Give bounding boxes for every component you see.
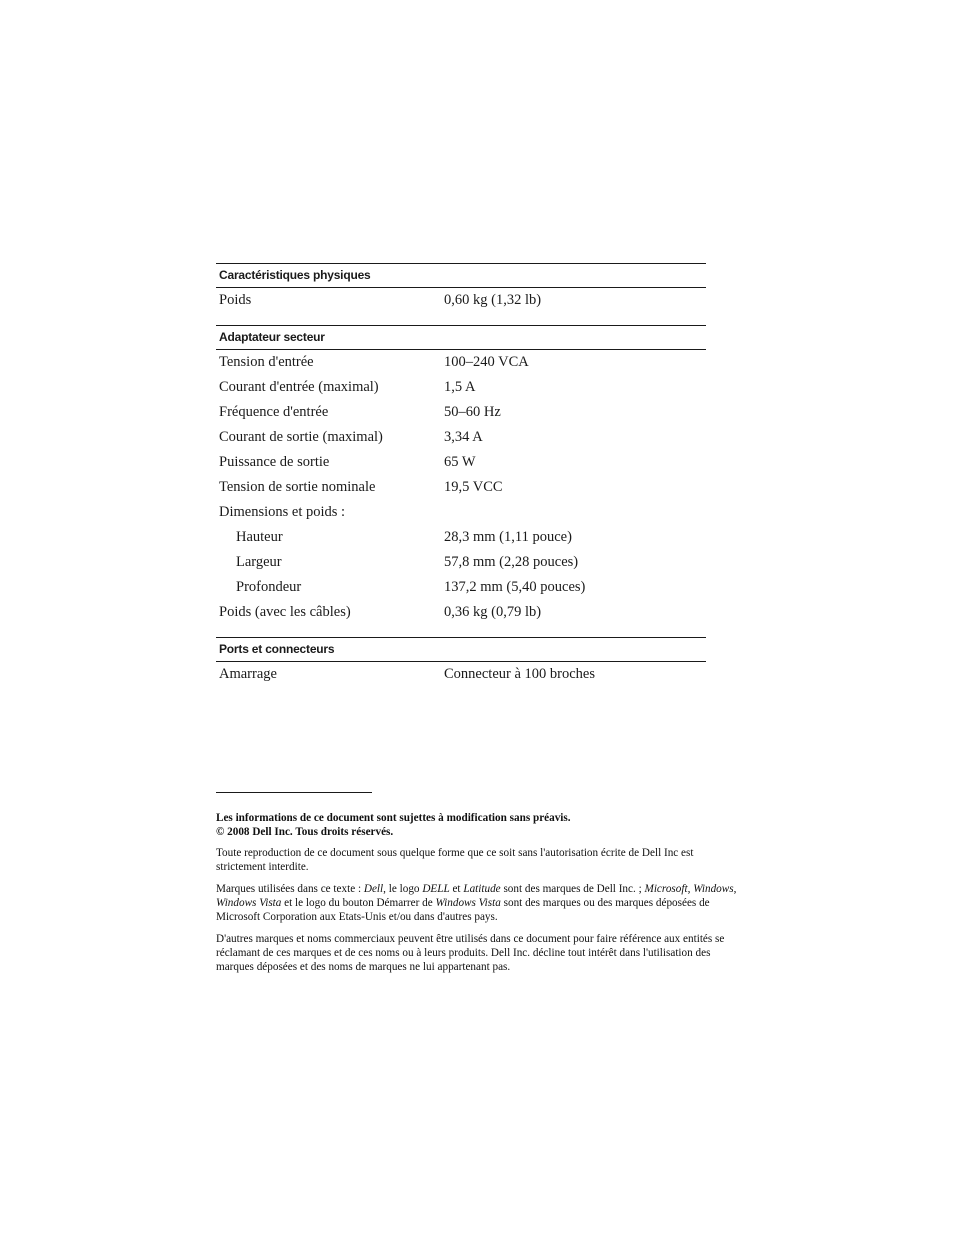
spec-label: Tension de sortie nominale xyxy=(219,479,376,495)
spec-value: 65 W xyxy=(444,454,476,470)
spec-label: Courant d'entrée (maximal) xyxy=(219,379,379,395)
spec-value: 3,34 A xyxy=(444,429,483,445)
spec-label: Fréquence d'entrée xyxy=(219,404,329,420)
section-header-adapter: Adaptateur secteur xyxy=(216,325,706,350)
spec-label: Largeur xyxy=(236,554,282,570)
trademark-dell-logo: DELL xyxy=(422,883,450,895)
trademark-microsoft: Microsoft, xyxy=(644,883,691,895)
text: , le logo xyxy=(383,883,423,895)
section-rows-ports xyxy=(216,662,706,687)
text: sont des marques de Dell Inc. ; xyxy=(500,883,645,895)
spec-value: 19,5 VCC xyxy=(444,479,503,495)
trademark-windows-vista: Windows Vista xyxy=(216,897,282,909)
section-header-physical: Caractéristiques physiques xyxy=(216,263,706,288)
spec-row xyxy=(216,600,706,625)
notice-line-1: Les informations de ce document sont sujettes à modification sans préavis. xyxy=(216,812,571,824)
trademarks-paragraph xyxy=(216,882,738,924)
spec-label: Poids xyxy=(219,292,252,308)
spec-value: 28,3 mm (1,11 pouce) xyxy=(444,529,572,545)
other-trademarks-paragraph: D'autres marques et noms commerciaux peuvent être utilisés dans ce document pour faire référence aux entités se réclamant de ces marques et de ces noms ou à leurs produits. Dell Inc. décline tout intérêt dans l'utilisation des marques déposées et des noms de marques ne lui appartenant pas. xyxy=(216,933,725,973)
reproduction-paragraph: Toute reproduction de ce document sous quelque forme que ce soit sans l'autorisation écrite de Dell Inc est strictement interdite. xyxy=(216,847,694,873)
spec-row xyxy=(216,662,706,687)
section-header-ports: Ports et connecteurs xyxy=(216,637,706,662)
spec-row xyxy=(216,500,706,525)
spec-row xyxy=(216,350,706,375)
spec-value: 0,36 kg (0,79 lb) xyxy=(444,604,542,620)
spec-row xyxy=(216,575,706,600)
spec-label: Tension d'entrée xyxy=(219,354,314,370)
trademark-windows-vista: Windows Vista xyxy=(435,897,501,909)
trademark-dell: Dell xyxy=(363,883,384,895)
spec-row xyxy=(216,400,706,425)
spec-row xyxy=(216,425,706,450)
spec-label: Courant de sortie (maximal) xyxy=(219,429,383,445)
spec-value: 137,2 mm (5,40 pouces) xyxy=(444,579,586,595)
spec-value: 57,8 mm (2,28 pouces) xyxy=(444,554,579,570)
spec-row xyxy=(216,288,706,313)
spec-row xyxy=(216,450,706,475)
spec-label: Amarrage xyxy=(219,666,277,682)
legal-notice xyxy=(216,811,738,982)
section-rows-physical xyxy=(216,288,706,313)
spec-row xyxy=(216,475,706,500)
spec-row xyxy=(216,550,706,575)
spec-label: Hauteur xyxy=(236,529,283,545)
text: Marques utilisées dans ce texte : xyxy=(216,883,364,895)
spec-value: 100–240 VCA xyxy=(444,354,529,370)
text: et le logo du bouton Démarrer de xyxy=(281,897,436,909)
text: et xyxy=(449,883,464,895)
spec-label: Profondeur xyxy=(236,579,302,595)
footnote-divider xyxy=(216,792,372,793)
section-rows-adapter xyxy=(216,350,706,625)
text: , xyxy=(733,883,737,895)
spec-row xyxy=(216,525,706,550)
spec-value: 0,60 kg (1,32 lb) xyxy=(444,292,542,308)
trademark-windows: Windows xyxy=(693,883,734,895)
text: sont des marques ou des marques déposées de Microsoft Corporation aux Etats-Unis et/ou dans d'autres pays. xyxy=(216,897,710,923)
copyright-line: © 2008 Dell Inc. Tous droits réservés. xyxy=(216,826,394,838)
spec-label: Dimensions et poids : xyxy=(219,504,346,520)
spec-row xyxy=(216,375,706,400)
notice-header xyxy=(216,811,738,839)
spec-label: Poids (avec les câbles) xyxy=(219,604,351,620)
spec-label: Puissance de sortie xyxy=(219,454,330,470)
spec-value: 50–60 Hz xyxy=(444,404,501,420)
spec-value: Connecteur à 100 broches xyxy=(444,666,595,682)
spec-table xyxy=(216,263,706,687)
spec-value: 1,5 A xyxy=(444,379,476,395)
trademark-latitude: Latitude xyxy=(463,883,501,895)
